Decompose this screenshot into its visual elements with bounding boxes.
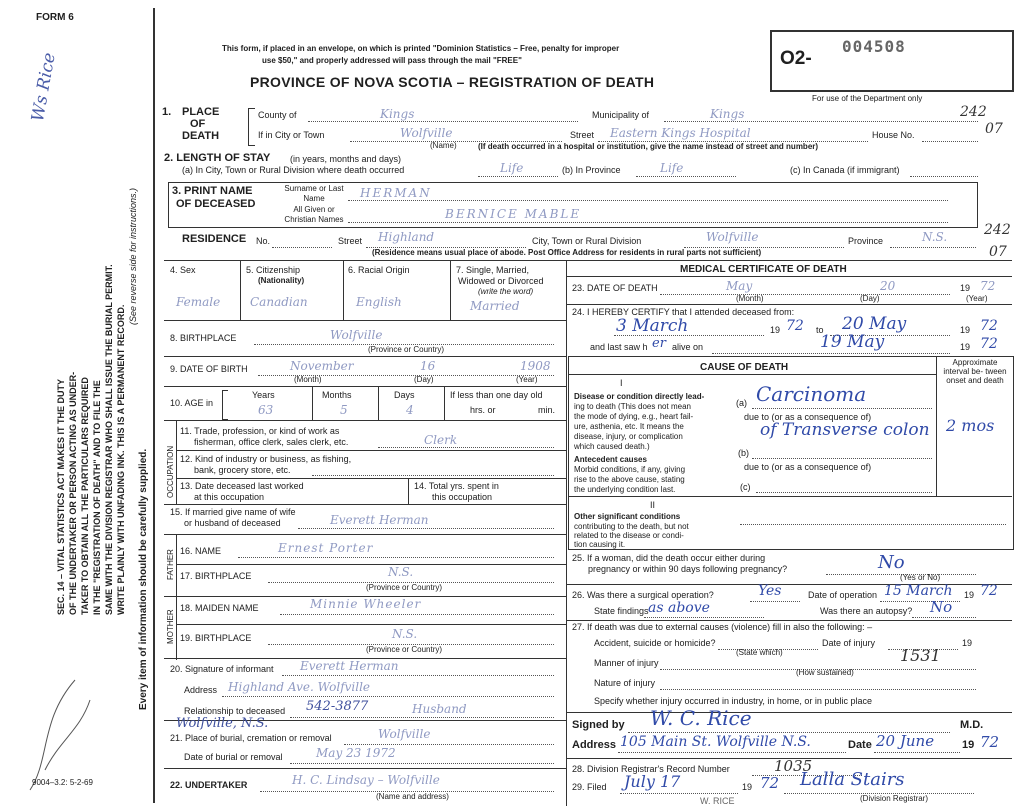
md-label: M.D.	[960, 719, 984, 731]
cause-part-2: II	[650, 500, 656, 510]
grid-v-7	[176, 420, 177, 504]
lastsaw-year: 72	[980, 336, 998, 352]
interval-heading: Approximate interval be- tween onset and death	[943, 358, 1007, 385]
residence-city-label: City, Town or Rural Division	[532, 236, 642, 246]
column-divider	[566, 260, 567, 806]
s1-bracket	[248, 108, 255, 146]
informant-addr-value: Highland Ave. Wolfville	[228, 680, 371, 694]
relationship-line	[290, 717, 554, 718]
grid-v-6	[444, 386, 445, 420]
grid-h-6	[176, 478, 566, 479]
physician-date-label: Date	[848, 739, 872, 751]
municipality-value: Kings	[710, 107, 745, 121]
death-date-line	[660, 294, 950, 295]
death-date-label: 23. DATE OF DEATH	[572, 283, 658, 293]
form-title: PROVINCE OF NOVA SCOTIA – REGISTRATION OF DEATH	[250, 74, 655, 90]
citizenship-sub: (Nationality)	[258, 276, 305, 285]
grid-h-7	[164, 504, 566, 505]
grid-v-3	[450, 260, 451, 320]
dept-code-4: 07	[989, 244, 1007, 260]
dob-label: 9. DATE OF BIRTH	[170, 364, 248, 374]
dept-code-3: 242	[984, 222, 1011, 238]
other-line-2: contributing to the death, but not	[574, 522, 689, 531]
antecedent-line-2: Morbid conditions, if any, giving	[574, 465, 686, 474]
physician-date-line	[874, 752, 960, 753]
marital-label-2: Widowed or Divorced	[458, 276, 544, 286]
attended-from-yr-prefix: 19	[770, 325, 781, 335]
external-causes-label: 27. If death was due to external causes (violence) fill in also the following: –	[572, 622, 873, 632]
county-label: County of	[258, 110, 297, 120]
other-line	[740, 524, 1006, 525]
mother-birthplace-caption: (Province or Country)	[366, 645, 443, 654]
how-caption: (How sustained)	[796, 668, 854, 677]
burial-place-value: Wolfville	[378, 727, 431, 741]
stay-b-value: Life	[660, 161, 684, 175]
due-to-1: due to (or as a consequence of)	[744, 412, 872, 422]
nature-line	[660, 689, 976, 690]
residence-street-label: Street	[338, 236, 363, 246]
informant-addr-label: Address	[184, 685, 218, 695]
municipality-label: Municipality of	[592, 110, 650, 120]
grid-h-11	[176, 624, 566, 625]
stay-c-line	[910, 176, 978, 177]
surname-label: Surname or Last Name	[284, 184, 344, 203]
grid-h-3	[164, 386, 566, 387]
marital-value: Married	[470, 299, 520, 313]
attended-to-word: to	[816, 325, 824, 335]
cause-c-line	[756, 492, 932, 493]
residence-province-line	[890, 247, 976, 248]
op-date-value: 15 March	[884, 583, 953, 599]
occupation-side-label: OCCUPATION	[166, 445, 175, 498]
age-bracket	[222, 390, 228, 420]
stay-a-value: Life	[500, 161, 524, 175]
occ11-value: Clerk	[424, 433, 458, 447]
house-label: House No.	[872, 130, 915, 140]
grid-h-15	[566, 276, 1012, 277]
occ13-label-2: at this occupation	[194, 492, 265, 502]
antecedent-line-3: rise to the above cause, stating	[574, 475, 685, 484]
dob-year-caption: (Year)	[516, 375, 538, 384]
autopsy-line	[912, 617, 976, 618]
cond-line-5: disease, injury, or complication	[574, 432, 683, 441]
attended-to-yr-prefix: 19	[960, 325, 971, 335]
city-name-caption: (Name)	[430, 141, 457, 150]
cause-part-1: I	[620, 378, 623, 388]
interval-value: 2 mos	[946, 416, 995, 435]
residence-city-value: Wolfville	[706, 230, 759, 244]
burial-location-note: Wolfville, N.S.	[176, 716, 269, 731]
dept-code-2: 07	[985, 121, 1003, 137]
father-name-value: Ernest Porter	[278, 541, 374, 555]
form-label: FORM 6	[36, 12, 74, 23]
cond-line-2: ing to death (This does not mean	[574, 402, 691, 411]
death-day-caption: (Day)	[860, 294, 880, 303]
signed-by-label: Signed by	[572, 719, 625, 731]
city-value: Wolfville	[400, 126, 453, 140]
top-notice-1: This form, if placed in an envelope, on which is printed "Dominion Statistics – Free, penalty for improper	[222, 44, 620, 53]
op-year-prefix: 19	[964, 590, 975, 600]
s3-label-1: PRINT NAME	[184, 185, 253, 197]
age-years-label: Years	[252, 390, 275, 400]
autopsy-label: Was there an autopsy?	[820, 606, 913, 616]
spouse-label-1: 15. If married give name of wife	[170, 507, 296, 517]
age-days: 4	[406, 403, 414, 417]
medical-heading: MEDICAL CERTIFICATE OF DEATH	[680, 264, 847, 275]
marital-label: 7. Single, Married,	[456, 265, 530, 275]
record-number: 1035	[774, 757, 813, 775]
hrs-label: hrs. or	[470, 405, 496, 415]
s1-death-label: DEATH	[182, 130, 220, 142]
dob-month: November	[290, 359, 354, 373]
death-month: May	[726, 279, 753, 293]
dept-use-label: For use of the Department only	[812, 94, 923, 103]
father-birthplace-label: 17. BIRTHPLACE	[180, 571, 252, 581]
citizenship-value: Canadian	[250, 295, 308, 309]
accident-label: Accident, suicide or homicide?	[594, 638, 716, 648]
sex-label: 4. Sex	[170, 265, 196, 275]
grid-h-18	[568, 496, 1012, 497]
physician-date: 20 June	[876, 732, 935, 750]
stay-a-label: (a) In City, Town or Rural Division where death occurred	[182, 165, 405, 175]
autopsy-value: No	[930, 598, 953, 616]
undertaker-label: 22. UNDERTAKER	[170, 780, 248, 790]
cause-a-secondary: of Transverse colon	[760, 420, 930, 440]
filed-line	[620, 793, 738, 794]
other-line-1: Other significant conditions	[574, 512, 681, 521]
s1-note: (If death occurred in a hospital or institution, give the name instead of street and number)	[478, 142, 819, 151]
grid-h-14	[164, 768, 566, 769]
grid-h-4	[164, 420, 566, 421]
attended-to-year: 72	[980, 318, 998, 334]
cond-line-6: which caused death.)	[574, 442, 650, 451]
other-line-3: related to the disease or condi-	[574, 531, 684, 540]
filed-year: 72	[760, 774, 780, 792]
sidebar-line-6: WRITE PLAINLY WITH UNFADING INK. THIS IS A PERMANENT RECORD.	[116, 304, 126, 615]
residence-label: RESIDENCE	[182, 233, 247, 245]
father-name-line	[238, 557, 554, 558]
grid-v-5	[378, 386, 379, 420]
informant-addr-line	[222, 696, 554, 697]
lastsaw-pronoun: er	[652, 336, 666, 351]
alive-on-label: alive on	[672, 342, 704, 352]
filed-year-prefix: 19	[742, 782, 753, 792]
findings-line	[644, 617, 764, 618]
pregnancy-value: No	[878, 552, 905, 573]
cause-a-value: Carcinoma	[756, 382, 867, 406]
father-birthplace-value: N.S.	[388, 565, 414, 579]
cause-c-label: (c)	[740, 482, 751, 492]
body-top-rule	[164, 260, 1012, 261]
death-year-prefix: 19	[960, 283, 971, 293]
age-days-label: Days	[394, 390, 415, 400]
burial-place-label: 21. Place of burial, cremation or removal	[170, 733, 332, 743]
other-line-4: tion causing it.	[574, 540, 626, 549]
relationship-label: Relationship to deceased	[184, 706, 286, 716]
mother-maiden-line	[280, 614, 554, 615]
cond-line-4: ure, asthenia, etc. It means the	[574, 422, 684, 431]
s1-place-label: PLACE	[182, 106, 220, 118]
undertaker-caption: (Name and address)	[376, 792, 449, 801]
filed-label: 29. Filed	[572, 782, 607, 792]
filed-stamp: W. RICE	[700, 796, 735, 806]
attended-from-year: 72	[786, 318, 804, 334]
antecedent-line-1: Antecedent causes	[574, 455, 647, 464]
sidebar-line-4: IN THE "REGISTRATION OF DEATH" AND TO FILE THE	[92, 380, 102, 615]
grid-v-10	[176, 596, 177, 660]
occ12-label-2: bank, grocery store, etc.	[194, 465, 291, 475]
physician-signature: W. C. Rice	[650, 706, 752, 730]
grid-v-4	[312, 386, 313, 420]
sidebar-line-5: SAME WITH THE DIVISION REGISTRAR WHO SHALL ISSUE THE BURIAL PERMIT.	[104, 264, 114, 615]
surname-line	[348, 200, 948, 201]
sidebar-line-7: (See reverse side for instructions.)	[128, 187, 138, 325]
physician-address-label: Address	[572, 739, 617, 751]
findings-label: State findings	[594, 606, 649, 616]
occ11-label-1: 11. Trade, profession, or kind of work as	[180, 426, 340, 436]
stay-b-line	[636, 176, 736, 177]
certify-label: 24. I HEREBY CERTIFY that I attended deceased from:	[572, 307, 795, 317]
occ11-label-2: fisherman, office clerk, sales clerk, etc.	[194, 437, 349, 447]
dob-day: 16	[420, 359, 436, 373]
sidebar-line-8: Every item of information should be carefully supplied.	[138, 448, 149, 710]
manner-code: 1531	[900, 646, 941, 665]
birthplace-label: 8. BIRTHPLACE	[170, 333, 237, 343]
grid-v-2	[343, 260, 344, 320]
physician-year: 72	[980, 733, 1000, 751]
registrar-caption: (Division Registrar)	[860, 794, 929, 803]
registration-prefix: O2-	[780, 48, 812, 69]
residence-province-label: Province	[848, 236, 884, 246]
spouse-label-2: or husband of deceased	[184, 518, 281, 528]
surname-value: HERMAN	[360, 186, 432, 200]
burial-date-line	[290, 763, 554, 764]
lastsaw-date: 19 May	[820, 332, 885, 352]
grid-v-9	[176, 534, 177, 596]
given-label: All Given or Christian Names	[284, 205, 344, 224]
county-value: Kings	[380, 107, 415, 121]
op-date-label: Date of operation	[808, 590, 878, 600]
state-which-caption: (State which)	[736, 648, 783, 657]
sex-value: Female	[176, 295, 221, 309]
father-birthplace-caption: (Province or Country)	[366, 583, 443, 592]
pregnancy-label-1: 25. If a woman, did the death occur either during	[572, 553, 766, 563]
relationship-phone: 542-3877	[306, 699, 369, 714]
spouse-line	[298, 528, 554, 529]
residence-street-value: Highland	[378, 230, 435, 244]
lastsaw-label: and last saw h	[590, 342, 648, 352]
margin-signature: Ws Rice	[28, 51, 60, 124]
surgery-label: 26. Was there a surgical operation?	[572, 590, 714, 600]
due-to-2: due to (or as a consequence of)	[744, 462, 872, 472]
s1-num: 1.	[162, 106, 172, 118]
pregnancy-caption: (Yes or No)	[900, 573, 941, 582]
father-side-label: FATHER	[166, 549, 175, 580]
injury-year-prefix: 19	[962, 638, 973, 648]
grid-h-9	[176, 564, 566, 565]
filed-date: July 17	[624, 772, 681, 791]
s3-num: 3.	[172, 185, 182, 197]
occ11-line	[378, 447, 554, 448]
father-name-label: 16. NAME	[180, 546, 222, 556]
dob-year: 1908	[520, 359, 551, 373]
county-line	[308, 121, 578, 122]
grid-h-20	[566, 620, 1012, 621]
dob-day-caption: (Day)	[414, 375, 434, 384]
specify-label: Specify whether injury occurred in industry, in home, or in public place	[594, 696, 872, 706]
cond-line-1: Disease or condition directly lead-	[574, 392, 705, 401]
cause-b-line	[752, 458, 932, 459]
birthplace-value: Wolfville	[330, 328, 383, 342]
grid-v-8	[408, 478, 409, 504]
informant-sig-label: 20. Signature of informant	[170, 664, 274, 674]
residence-no-label: No.	[256, 236, 271, 246]
mother-side-label: MOTHER	[166, 609, 175, 644]
residence-no-line	[272, 247, 332, 248]
sidebar-line-1: SEC. 14 – VITAL STATISTICS ACT MAKES IT THE DUTY	[56, 378, 66, 615]
age-months-label: Months	[322, 390, 352, 400]
grid-v-11	[936, 356, 937, 496]
physician-address-line	[618, 752, 846, 753]
surgery-line	[750, 601, 800, 602]
death-year: 72	[980, 279, 996, 293]
citizenship-label: 5. Citizenship	[246, 265, 301, 275]
grid-h-5	[176, 450, 566, 451]
nature-label: Nature of injury	[594, 678, 656, 688]
op-year-value: 72	[980, 583, 998, 599]
spouse-value: Everett Herman	[330, 513, 429, 527]
marital-label-3: (write the word)	[478, 287, 534, 296]
stay-c-label: (c) In Canada (if immigrant)	[790, 165, 900, 175]
lt1day-label: If less than one day old	[450, 390, 543, 400]
occ12-line	[312, 475, 554, 476]
undertaker-value: H. C. Lindsay – Wolfville	[292, 773, 440, 787]
registrar-signature: Lalla Stairs	[800, 769, 905, 790]
grid-v-1	[240, 260, 241, 320]
findings-value: as above	[648, 600, 710, 616]
racial-value: English	[356, 295, 402, 309]
mother-birthplace-value: N.S.	[392, 627, 418, 641]
length-stay-label: 2. LENGTH OF STAY	[164, 152, 271, 164]
given-line	[348, 222, 948, 223]
grid-h-17	[568, 374, 936, 375]
sidebar-line-2: OF THE UNDERTAKER OR PERSON ACTING AS UNDER-	[68, 371, 78, 615]
given-value: BERNICE MABLE	[445, 207, 582, 221]
birthplace-caption: (Province or Country)	[368, 345, 445, 354]
surgery-value: Yes	[758, 583, 782, 599]
cause-b-label: (b)	[738, 448, 749, 458]
s1-of-label: OF	[190, 118, 206, 130]
sidebar-line-3: TAKER TO OBTAIN ALL THE PARTICULARS REQUIRED	[80, 377, 90, 615]
racial-label: 6. Racial Origin	[348, 265, 410, 275]
grid-h-21	[566, 712, 1012, 713]
house-line	[922, 141, 978, 142]
manner-label: Manner of injury	[594, 658, 659, 668]
residence-province-value: N.S.	[922, 230, 948, 244]
dept-code-1: 242	[960, 104, 987, 120]
age-years: 63	[258, 403, 274, 417]
cond-line-3: the mode of dying, e.g., heart fail-	[574, 412, 694, 421]
grid-h-1	[164, 320, 566, 321]
occ14-label-2: this occupation	[432, 492, 493, 502]
physician-year-prefix: 19	[962, 739, 975, 751]
burial-date-label: Date of burial or removal	[184, 752, 283, 762]
age-label: 10. AGE in	[170, 398, 214, 408]
cause-a-line	[752, 408, 932, 409]
relationship-value: Husband	[412, 702, 467, 716]
death-month-caption: (Month)	[736, 294, 764, 303]
death-day: 20	[880, 279, 896, 293]
street-value: Eastern Kings Hospital	[610, 126, 751, 140]
attended-to: 20 May	[842, 314, 907, 334]
mother-birthplace-label: 19. BIRTHPLACE	[180, 633, 252, 643]
cause-a-label: (a)	[736, 398, 747, 408]
grid-h-8	[164, 534, 566, 535]
grid-h-16	[566, 304, 1012, 305]
death-year-caption: (Year)	[966, 294, 988, 303]
injury-date-label: Date of injury	[822, 638, 876, 648]
occ13-label-1: 13. Date deceased last worked	[180, 481, 304, 491]
mother-maiden-value: Minnie Wheeler	[310, 597, 422, 611]
cause-heading: CAUSE OF DEATH	[700, 362, 789, 373]
dob-month-caption: (Month)	[294, 375, 322, 384]
pregnancy-label-2: pregnancy or within 90 days following pregnancy?	[588, 564, 788, 574]
residence-note: (Residence means usual place of abode. Post Office Address for residents in rural parts not sufficient)	[372, 248, 762, 257]
attended-from: 3 March	[616, 316, 689, 336]
stay-a-line	[478, 176, 558, 177]
occ14-label-1: 14. Total yrs. spent in	[414, 481, 499, 491]
top-notice-2: use $50," and properly addressed will pass through the mail "FREE"	[262, 56, 522, 65]
form-left-border	[153, 8, 155, 803]
informant-sig-line	[282, 675, 554, 676]
length-stay-sub: (in years, months and days)	[290, 154, 402, 164]
form-code: 9004–3.2: 5-2-69	[32, 778, 93, 787]
burial-date-value: May 23 1972	[316, 746, 396, 760]
stay-b-label: (b) In Province	[562, 165, 621, 175]
street-label: Street	[570, 130, 595, 140]
record-number-label: 28. Division Registrar's Record Number	[572, 764, 730, 774]
min-label: min.	[538, 405, 556, 415]
city-label: If in City or Town	[258, 130, 325, 140]
grid-h-2	[164, 356, 566, 357]
physician-address: 105 Main St. Wolfville N.S.	[620, 734, 811, 750]
s3-label-2: OF DECEASED	[176, 198, 256, 210]
occ12-label-1: 12. Kind of industry or business, as fishing,	[180, 454, 352, 464]
informant-sig-value: Everett Herman	[300, 659, 399, 673]
age-months: 5	[340, 403, 348, 417]
antecedent-line-4: the underlying condition last.	[574, 485, 676, 494]
lastsaw-line	[712, 353, 950, 354]
mother-maiden-label: 18. MAIDEN NAME	[180, 603, 259, 613]
registration-number: 004508	[842, 37, 906, 56]
lastsaw-yr-prefix: 19	[960, 342, 971, 352]
